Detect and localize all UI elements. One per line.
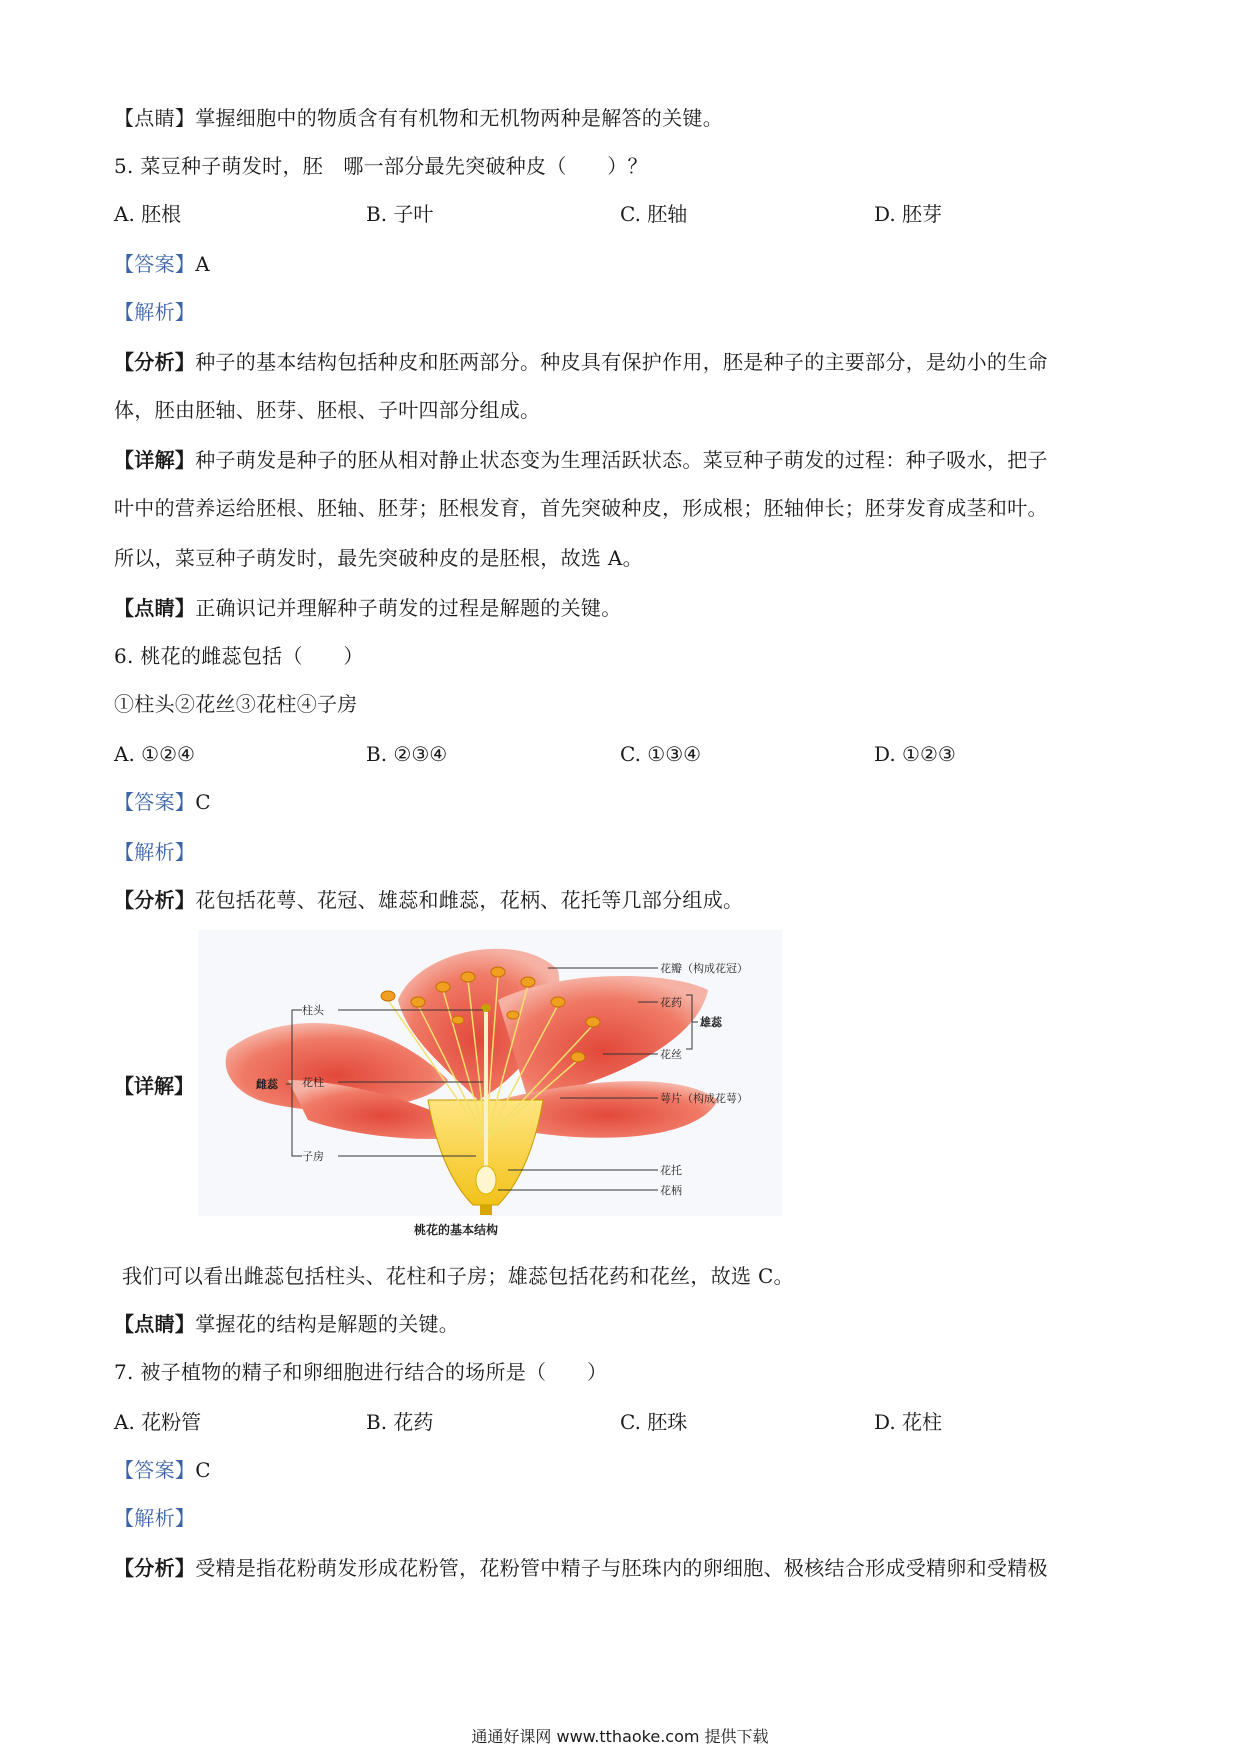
- label-style: 花柱: [302, 1076, 324, 1089]
- peach-flower-diagram: [198, 930, 782, 1240]
- q7-option-b: B. 花药: [366, 1410, 434, 1434]
- label-pistil: 雌蕊: [256, 1078, 278, 1091]
- answer-tag: 【答案】: [114, 790, 196, 814]
- q5-option-c: C. 胚轴: [620, 202, 688, 226]
- q7-answer: [114, 1456, 211, 1484]
- q5-analysis-tag: 【解析】: [114, 300, 196, 324]
- q7-option-a: A. 花粉管: [114, 1410, 202, 1434]
- q6-after-figure: 我们可以看出雌蕊包括柱头、花柱和子房；雄蕊包括花药和花丝，故选 C。: [122, 1264, 794, 1288]
- label-stigma: 柱头: [302, 1004, 324, 1017]
- answer-value: C: [195, 790, 211, 814]
- label-sepal: 萼片（构成花萼）: [660, 1092, 748, 1105]
- answer-value: A: [195, 252, 210, 276]
- q5-xiangjie-3: 所以，菜豆种子萌发时，最先突破种皮的是胚根，故选 A。: [114, 546, 643, 570]
- label-ovary: 子房: [302, 1150, 324, 1163]
- question-6: 6. 桃花的雌蕊包括（ ）: [114, 644, 364, 668]
- q5-xiangjie-2: 叶中的营养运给胚根、胚轴、胚芽；胚根发育，首先突破种皮，形成根；胚轴伸长；胚芽发育成茎和叶。: [114, 496, 1048, 520]
- q7-analysis-tag: 【解析】: [114, 1506, 196, 1530]
- fenxi-tag: 【分析】: [114, 888, 196, 912]
- question-5: [114, 152, 648, 180]
- q5-dianjing: [114, 594, 622, 622]
- fenxi-tag: 【分析】: [114, 350, 196, 374]
- q5-xiangjie-1: [114, 446, 1048, 474]
- peach-flower-figure: [198, 930, 782, 1240]
- q6-option-c: C. ①③④: [620, 742, 702, 766]
- q6-items: ①柱头②花丝③花柱④子房: [114, 692, 358, 716]
- q7-option-d: D. 花柱: [874, 1410, 943, 1434]
- figure-caption: 桃花的基本结构: [414, 1223, 499, 1237]
- dianjing-line-top: [114, 104, 723, 132]
- fenxi-text: 受精是指花粉萌发形成花粉管，花粉管中精子与胚珠内的卵细胞、极核结合形成受精卵和受精极: [195, 1556, 1048, 1580]
- q6-dianjing: [114, 1310, 459, 1338]
- q6-xiangjie-tag: 【详解】: [114, 1074, 194, 1098]
- q5-option-a: A. 胚根: [114, 202, 182, 226]
- q7-fenxi: [114, 1554, 1048, 1582]
- answer-tag: 【答案】: [114, 252, 196, 276]
- q6-analysis-tag: 【解析】: [114, 840, 196, 864]
- fenxi-text: 种子的基本结构包括种皮和胚两部分。种皮具有保护作用，胚是种子的主要部分，是幼小的生命: [195, 350, 1048, 374]
- label-stamen: 雄蕊: [700, 1016, 722, 1029]
- q5-option-d: D. 胚芽: [874, 202, 943, 226]
- q5-option-b: B. 子叶: [366, 202, 434, 226]
- xiangjie-text: 种子萌发是种子的胚从相对静止状态变为生理活跃状态。菜豆种子萌发的过程：种子吸水，把子: [195, 448, 1048, 472]
- q6-option-b: B. ②③④: [366, 742, 448, 766]
- fenxi-tag: 【分析】: [114, 1556, 196, 1580]
- q7-option-c: C. 胚珠: [620, 1410, 688, 1434]
- question-5-text: 5. 菜豆种子萌发时，胚 哪一部分最先突破种皮（ ）？: [114, 154, 648, 178]
- dianjing-tag: 【点睛】: [114, 596, 196, 620]
- label-receptacle: 花托: [660, 1164, 682, 1177]
- q5-fenxi-2: 体，胚由胚轴、胚芽、胚根、子叶四部分组成。: [114, 398, 541, 422]
- q6-fenxi: [114, 886, 743, 914]
- fenxi-text: 花包括花萼、花冠、雄蕊和雌蕊，花柄、花托等几部分组成。: [195, 888, 744, 912]
- q6-answer: [114, 788, 211, 816]
- xiangjie-tag: 【详解】: [114, 448, 196, 472]
- label-pedicel: 花柄: [660, 1184, 682, 1197]
- label-filament: 花丝: [660, 1048, 682, 1061]
- label-anther: 花药: [660, 996, 682, 1009]
- prev-dianjing-text: 【点睛】掌握细胞中的物质含有有机物和无机物两种是解答的关键。: [114, 106, 723, 130]
- label-petal: 花瓣（构成花冠）: [660, 962, 748, 975]
- answer-value: C: [195, 1458, 211, 1482]
- q6-option-d: D. ①②③: [874, 742, 956, 766]
- answer-tag: 【答案】: [114, 1458, 196, 1482]
- dianjing-text: 正确识记并理解种子萌发的过程是解题的关键。: [195, 596, 622, 620]
- dianjing-tag: 【点睛】: [114, 1312, 196, 1336]
- dianjing-text: 掌握花的结构是解题的关键。: [195, 1312, 460, 1336]
- q5-fenxi-1: [114, 348, 1048, 376]
- q6-option-a: A. ①②④: [114, 742, 195, 766]
- page-footer: 通通好课网 www.tthaoke.com 提供下载: [471, 1727, 769, 1746]
- question-7: 7. 被子植物的精子和卵细胞进行结合的场所是（ ）: [114, 1360, 608, 1384]
- q5-answer: [114, 250, 210, 278]
